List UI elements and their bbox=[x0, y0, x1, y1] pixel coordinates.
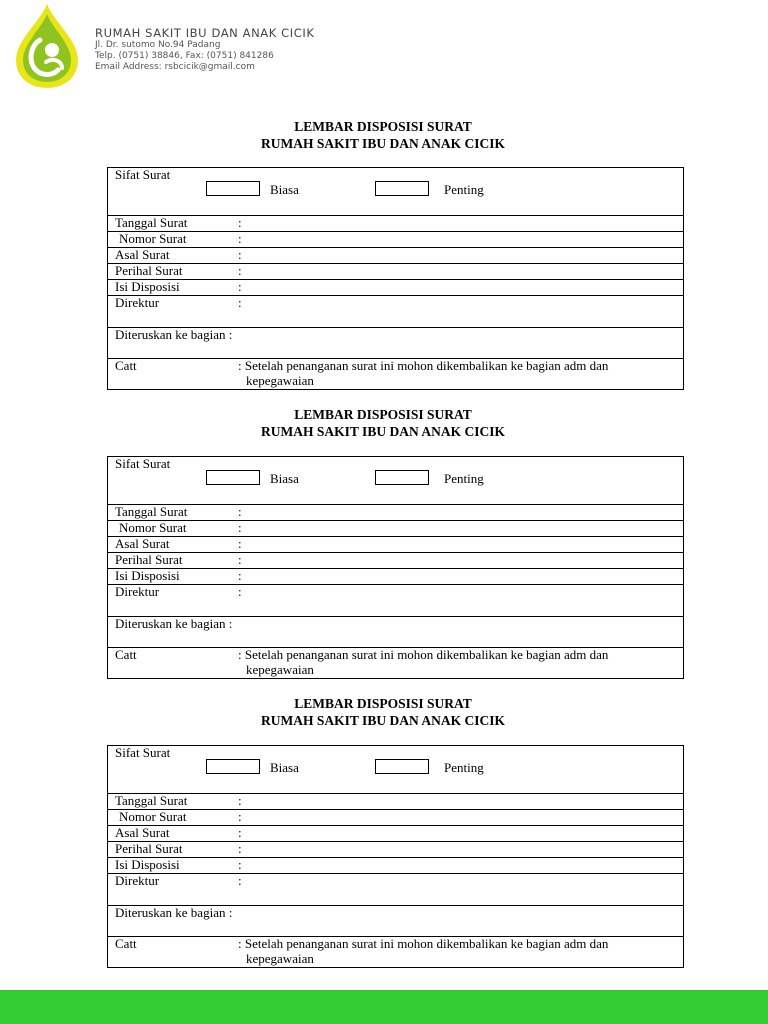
checkbox-biasa[interactable] bbox=[206, 470, 260, 485]
row-isi-disposisi[interactable]: Isi Disposisi : bbox=[108, 279, 683, 295]
row-perihal-surat[interactable]: Perihal Surat : bbox=[108, 263, 683, 279]
row-diteruskan[interactable]: Diteruskan ke bagian : bbox=[108, 327, 683, 358]
disposition-form-2 bbox=[107, 456, 684, 679]
row-nomor-surat[interactable]: Nomor Surat : bbox=[108, 520, 683, 536]
row-direktur[interactable]: Direktur : bbox=[108, 295, 683, 327]
row-nomor-surat[interactable]: Nomor Surat : bbox=[108, 231, 683, 247]
checkbox-penting[interactable] bbox=[375, 470, 429, 485]
row-isi-disposisi[interactable]: Isi Disposisi : bbox=[108, 857, 683, 873]
hospital-name: RUMAH SAKIT IBU DAN ANAK CICIK bbox=[95, 26, 315, 40]
letterhead bbox=[95, 26, 315, 73]
checkbox-biasa[interactable] bbox=[206, 759, 260, 774]
row-perihal-surat[interactable]: Perihal Surat : bbox=[108, 552, 683, 568]
disposition-form-3 bbox=[107, 745, 684, 968]
footer-bar bbox=[0, 990, 768, 1024]
disposition-form-1 bbox=[107, 167, 684, 390]
checkbox-penting[interactable] bbox=[375, 181, 429, 196]
row-asal-surat[interactable]: Asal Surat : bbox=[108, 536, 683, 552]
row-catatan: Catt : Setelah penanganan surat ini mohon dikembalikan ke bagian adm dan kepegawaian bbox=[108, 647, 683, 678]
row-catatan: Catt : Setelah penanganan surat ini mohon dikembalikan ke bagian adm dan kepegawaian bbox=[108, 358, 683, 389]
row-sifat-surat: Sifat Surat Biasa Penting bbox=[115, 456, 484, 486]
row-catatan: Catt : Setelah penanganan surat ini mohon dikembalikan ke bagian adm dan kepegawaian bbox=[108, 936, 683, 967]
hospital-logo bbox=[12, 2, 82, 90]
row-tanggal-surat[interactable]: Tanggal Surat : bbox=[108, 215, 683, 231]
form-title-2: LEMBAR DISPOSISI SURAT RUMAH SAKIT IBU DAN ANAK CICIK bbox=[261, 407, 505, 439]
hospital-address: Jl. Dr. sutomo No.94 Padang bbox=[95, 40, 221, 50]
hospital-phone: Telp. (0751) 38846, Fax: (0751) 841286 bbox=[95, 51, 274, 61]
row-nomor-surat[interactable]: Nomor Surat : bbox=[108, 809, 683, 825]
form-title-3: LEMBAR DISPOSISI SURAT RUMAH SAKIT IBU DAN ANAK CICIK bbox=[261, 696, 505, 728]
row-tanggal-surat[interactable]: Tanggal Surat : bbox=[108, 504, 683, 520]
row-sifat-surat: Sifat Surat Biasa Penting bbox=[115, 745, 484, 775]
form-title-1: LEMBAR DISPOSISI SURAT RUMAH SAKIT IBU DAN ANAK CICIK bbox=[261, 119, 505, 151]
row-diteruskan[interactable]: Diteruskan ke bagian : bbox=[108, 616, 683, 647]
row-tanggal-surat[interactable]: Tanggal Surat : bbox=[108, 793, 683, 809]
row-perihal-surat[interactable]: Perihal Surat : bbox=[108, 841, 683, 857]
row-asal-surat[interactable]: Asal Surat : bbox=[108, 825, 683, 841]
catatan-text: : Setelah penanganan surat ini mohon dikembalikan ke bagian adm dan kepegawaian bbox=[238, 647, 609, 677]
row-direktur[interactable]: Direktur : bbox=[108, 873, 683, 905]
row-direktur[interactable]: Direktur : bbox=[108, 584, 683, 616]
checkbox-penting[interactable] bbox=[375, 759, 429, 774]
row-sifat-surat: Sifat Surat Biasa Penting bbox=[115, 167, 484, 197]
checkbox-biasa[interactable] bbox=[206, 181, 260, 196]
row-isi-disposisi[interactable]: Isi Disposisi : bbox=[108, 568, 683, 584]
row-diteruskan[interactable]: Diteruskan ke bagian : bbox=[108, 905, 683, 936]
catatan-text: : Setelah penanganan surat ini mohon dikembalikan ke bagian adm dan kepegawaian bbox=[238, 936, 609, 966]
row-asal-surat[interactable]: Asal Surat : bbox=[108, 247, 683, 263]
catatan-text: : Setelah penanganan surat ini mohon dikembalikan ke bagian adm dan kepegawaian bbox=[238, 358, 609, 388]
hospital-email: Email Address: rsbcicik@gmail.com bbox=[95, 62, 255, 72]
